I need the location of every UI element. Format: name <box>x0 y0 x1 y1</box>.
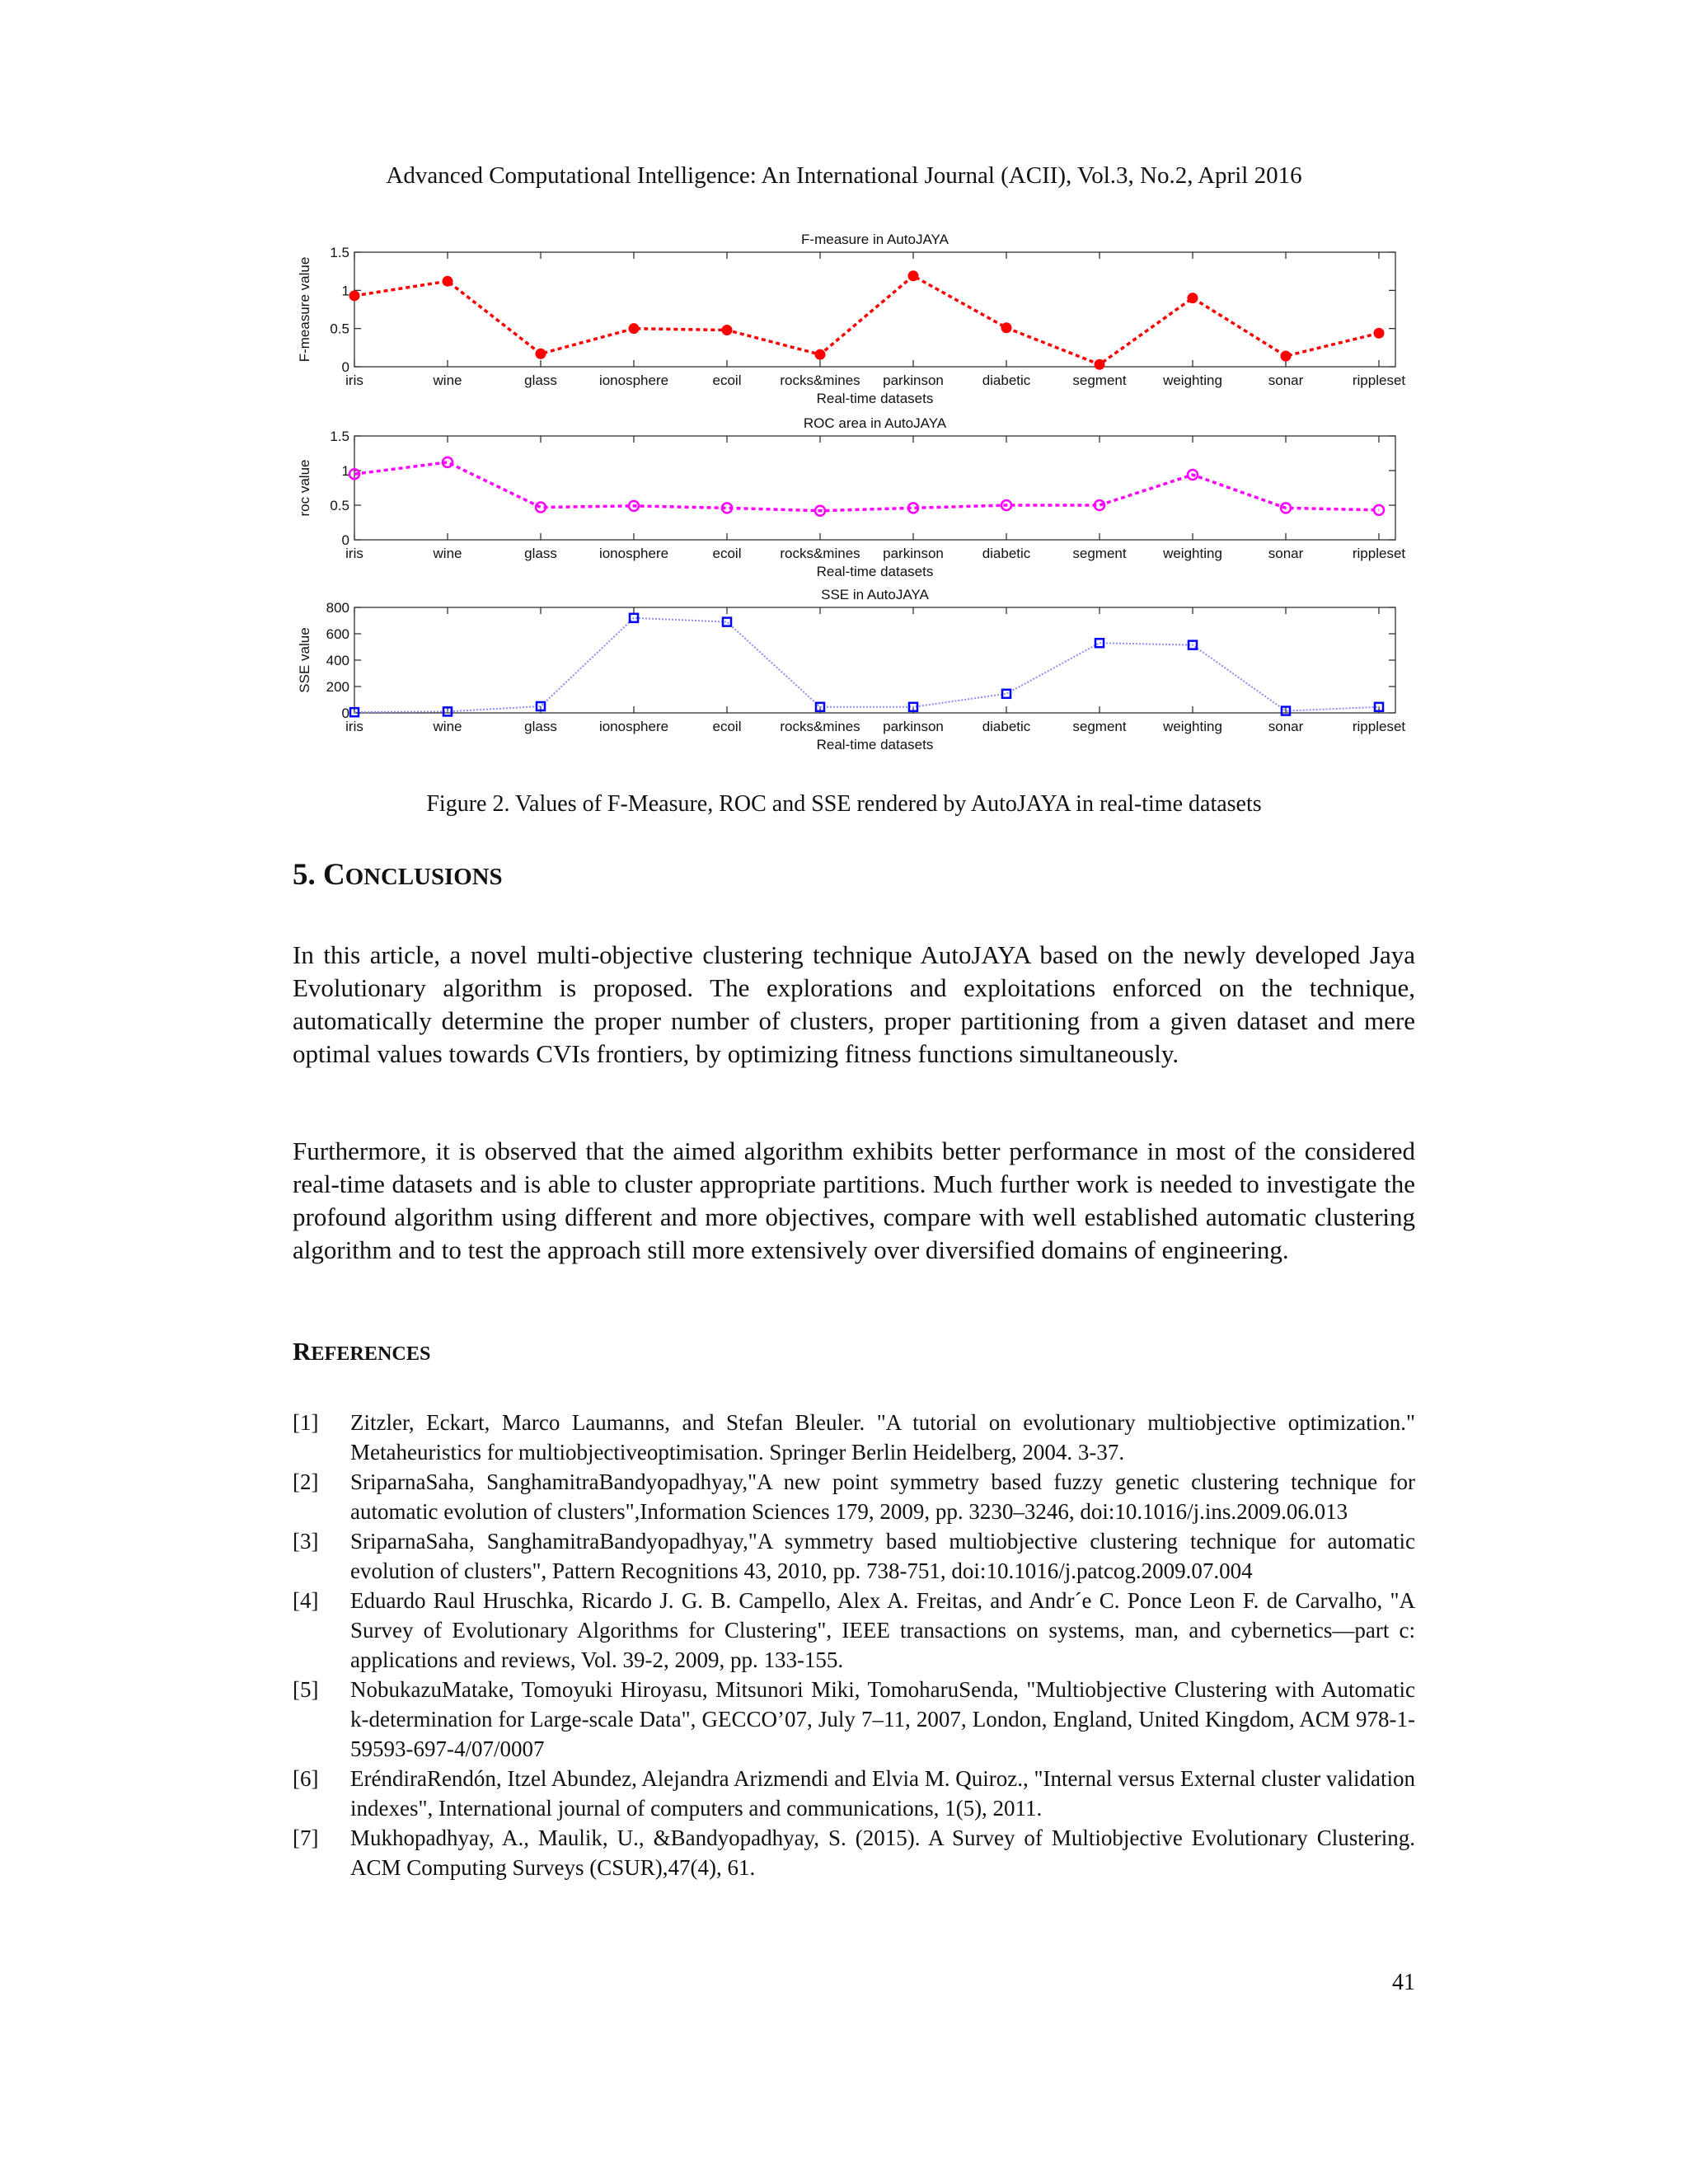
reference-number: [2] <box>293 1469 319 1494</box>
x-tick-label: sonar <box>1268 546 1304 561</box>
x-tick-label: sonar <box>1268 373 1304 388</box>
x-axis-label: Real-time datasets <box>816 737 934 752</box>
reference-number: [3] <box>293 1529 319 1554</box>
y-tick-label: 0.5 <box>330 498 349 513</box>
reference-list <box>293 1408 1415 1882</box>
chart-title: F-measure in AutoJAYA <box>801 232 949 247</box>
x-tick-label: weighting <box>1163 546 1222 561</box>
section-heading-conclusions <box>293 857 503 893</box>
data-point <box>908 271 918 281</box>
x-tick-label: sonar <box>1268 719 1304 734</box>
x-tick-label: ionosphere <box>598 719 669 734</box>
x-tick-label: diabetic <box>982 546 1031 561</box>
x-tick-label: ionosphere <box>598 373 669 388</box>
y-tick-label: 1.5 <box>330 245 349 260</box>
x-tick-label: glass <box>524 719 557 734</box>
y-tick-label: 1 <box>341 463 349 479</box>
x-tick-label: segment <box>1072 373 1127 388</box>
x-tick-label: diabetic <box>982 719 1031 734</box>
conclusions-paragraph: In this article, a novel multi-objective clustering technique AutoJAYA based on the newly developed Jaya Evolutionary algorithm is proposed. The explorations and exploitations enforced on the technique, automatically determine the proper number of clusters, proper partitioning from a given dataset and mere optimal values towards CVIs frontiers, by optimizing fitness functions simultaneously. <box>293 940 1415 1068</box>
series-line <box>354 618 1379 712</box>
reference-item <box>293 1823 1415 1882</box>
data-point <box>723 618 731 626</box>
x-tick-label: iris <box>345 546 363 561</box>
data-point <box>1095 639 1104 647</box>
x-tick-label: wine <box>433 719 462 734</box>
y-axis-label: F-measure value <box>297 256 312 363</box>
y-tick-label: 0 <box>341 705 349 721</box>
reference-text: EréndiraRendón, Itzel Abundez, Alejandra Arizmendi and Elvia M. Quiroz., "Internal versus External cluster validation indexes", International journal of computers and communications, 1(5), 2011. <box>350 1766 1415 1821</box>
x-tick-label: wine <box>433 546 462 561</box>
reference-text: SriparnaSaha, SanghamitraBandyopadhyay,"A new point symmetry based fuzzy genetic clustering technique for automatic evolution of clusters",Information Sciences 179, 2009, pp. 3230–3246, doi:10.1016/j.ins.2009.06.013 <box>350 1469 1415 1524</box>
y-tick-label: 1.5 <box>330 429 349 444</box>
reference-number: [5] <box>293 1677 319 1702</box>
reference-item <box>293 1408 1415 1467</box>
plot-frame <box>354 607 1395 713</box>
y-tick-label: 0.5 <box>330 321 349 337</box>
x-tick-label: parkinson <box>883 719 944 734</box>
x-tick-label: diabetic <box>982 373 1031 388</box>
y-tick-label: 1 <box>341 283 349 299</box>
figure-2-charts <box>293 223 1406 758</box>
y-axis-label: roc value <box>297 459 312 517</box>
x-tick-label: rocks&mines <box>780 719 860 734</box>
y-tick-label: 400 <box>326 653 349 668</box>
x-tick-label: rippleset <box>1352 546 1406 561</box>
data-point <box>443 276 452 286</box>
data-point <box>1188 293 1198 303</box>
x-tick-label: parkinson <box>883 546 944 561</box>
x-tick-label: iris <box>345 373 363 388</box>
plot-frame <box>354 252 1395 367</box>
x-tick-label: wine <box>433 373 462 388</box>
x-tick-label: ecoil <box>712 373 742 388</box>
y-tick-label: 0 <box>341 359 349 375</box>
references-heading-rest: EFERENCES <box>311 1343 431 1365</box>
reference-text: Zitzler, Eckart, Marco Laumanns, and Stefan Bleuler. "A tutorial on evolutionary multiobjective optimization." Metaheuristics for multiobjectiveoptimisation. Springer Berlin Heidelberg, 2004. 3-37. <box>350 1410 1415 1465</box>
chart-title: ROC area in AutoJAYA <box>803 415 947 431</box>
x-axis-label: Real-time datasets <box>816 391 934 406</box>
series-line <box>354 276 1379 364</box>
x-tick-label: iris <box>345 719 363 734</box>
reference-item <box>293 1675 1415 1764</box>
reference-text: NobukazuMatake, Tomoyuki Hiroyasu, Mitsunori Miki, TomoharuSenda, "Multiobjective Clustering with Automatic k-determination for Large-scale Data", GECCO’07, July 7–11, 2007, London, England, United Kingdom, ACM 978-1-59593-697-4/07/0007 <box>350 1677 1415 1761</box>
x-tick-label: weighting <box>1163 719 1222 734</box>
data-point <box>536 349 546 359</box>
conclusions-paragraph: Furthermore, it is observed that the aimed algorithm exhibits better performance in most of the considered real-time datasets and is able to cluster appropriate partitions. Much further work is needed to investigate the profound algorithm using different and more objectives, compare with well established automatic clustering algorithm and to test the approach still more extensively over diversified domains of engineering. <box>293 1137 1415 1264</box>
reference-item <box>293 1526 1415 1586</box>
x-tick-label: rippleset <box>1352 373 1406 388</box>
references-heading <box>293 1337 430 1366</box>
x-axis-label: Real-time datasets <box>816 564 934 579</box>
reference-item <box>293 1467 1415 1526</box>
data-point <box>1095 359 1104 369</box>
series-line <box>354 462 1379 511</box>
data-point <box>629 324 639 334</box>
figure-caption: Figure 2. Values of F-Measure, ROC and SSE rendered by AutoJAYA in real-time datasets <box>426 791 1262 817</box>
y-axis-label: SSE value <box>297 627 312 693</box>
x-tick-label: ecoil <box>712 719 742 734</box>
data-point <box>1002 690 1010 698</box>
section-heading-number: 5. C <box>293 858 345 892</box>
reference-number: [1] <box>293 1410 319 1435</box>
reference-number: [7] <box>293 1825 319 1850</box>
section-heading-rest: ONCLUSIONS <box>345 864 503 890</box>
x-tick-label: parkinson <box>883 373 944 388</box>
y-tick-label: 600 <box>326 626 349 642</box>
data-point <box>815 349 825 359</box>
page-number: 41 <box>1392 1970 1415 1995</box>
running-header: Advanced Computational Intelligence: An International Journal (ACII), Vol.3, No.2, April 2016 <box>386 162 1302 189</box>
x-tick-label: segment <box>1072 546 1127 561</box>
reference-text: SriparnaSaha, SanghamitraBandyopadhyay,"A symmetry based multiobjective clustering technique for automatic evolution of clusters", Pattern Recognitions 43, 2010, pp. 738-751, doi:10.1016/j.patcog.2009.07.004 <box>350 1529 1415 1583</box>
reference-text: Mukhopadhyay, A., Maulik, U., &Bandyopadhyay, S. (2015). A Survey of Multiobjective Evolutionary Clustering. ACM Computing Surveys (CSUR),47(4), 61. <box>350 1825 1415 1880</box>
chart-title: SSE in AutoJAYA <box>821 587 929 602</box>
y-tick-label: 800 <box>326 600 349 616</box>
reference-text: Eduardo Raul Hruschka, Ricardo J. G. B. Campello, Alex A. Freitas, and Andr´e C. Ponce Leon F. de Carvalho, "A Survey of Evolutionary Algorithms for Clustering", IEEE transactions on systems, man, and cybernetics—part c: applications and reviews, Vol. 39-2, 2009, pp. 133-155. <box>350 1588 1415 1672</box>
reference-number: [4] <box>293 1588 319 1613</box>
references-heading-first: R <box>293 1337 312 1366</box>
data-point <box>1281 351 1291 361</box>
data-point <box>349 291 359 301</box>
x-tick-label: ecoil <box>712 546 742 561</box>
y-tick-label: 0 <box>341 532 349 548</box>
plot-frame <box>354 436 1395 540</box>
data-point <box>1001 323 1011 333</box>
x-tick-label: weighting <box>1163 373 1222 388</box>
x-tick-label: rocks&mines <box>780 546 860 561</box>
x-tick-label: ionosphere <box>598 546 669 561</box>
reference-item <box>293 1586 1415 1675</box>
data-point <box>722 326 732 335</box>
reference-number: [6] <box>293 1766 319 1791</box>
x-tick-label: segment <box>1072 719 1127 734</box>
data-point <box>1374 328 1384 338</box>
x-tick-label: rocks&mines <box>780 373 860 388</box>
x-tick-label: glass <box>524 546 557 561</box>
y-tick-label: 200 <box>326 679 349 695</box>
reference-item <box>293 1764 1415 1823</box>
x-tick-label: glass <box>524 373 557 388</box>
x-tick-label: rippleset <box>1352 719 1406 734</box>
